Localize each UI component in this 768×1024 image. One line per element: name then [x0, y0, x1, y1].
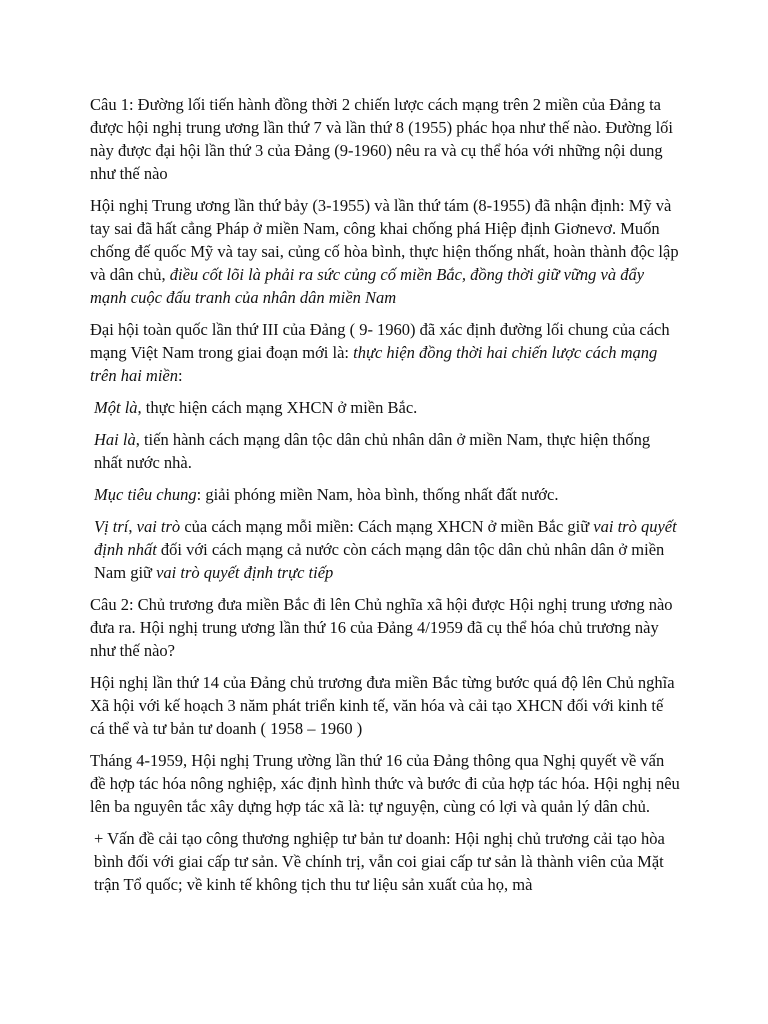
vi-tri-text-2: đối với cách mạng cả nước còn cách mạng dân tộc dân chủ nhân dân ở miền Nam giữ	[94, 540, 665, 582]
mot-la-label: Một là	[94, 398, 138, 417]
vi-tri-sep: ,	[128, 517, 137, 536]
question-2-text: Câu 2: Chủ trương đưa miền Bắc đi lên Chủ nghĩa xã hội được Hội nghị trung ương nào đưa ra. Hội nghị trung ương lần thứ 16 của Đảng 4/1959 đã cụ thể hóa chủ trương này như thế nào?	[90, 595, 673, 660]
q1-p2-text: Đại hội toàn quốc lần thứ III của Đảng ( 9- 1960) đã xác định đường lối chung của cách mạng Việt Nam trong giai đoạn mới là:	[90, 320, 670, 362]
q2-paragraph-2	[90, 749, 680, 818]
q1-p1-text: Hội nghị Trung ương lần thứ bảy (3-1955) và lần thứ tám (8-1955) đã nhận định: Mỹ và tay sai đã hất cẳng Pháp ở miền Nam, công khai chống phá Hiệp định Giơnevơ. Muốn chống đế quốc Mỹ và tay sai, củng cố hòa bình, thực hiện thống nhất, hoàn thành độc lập và dân chủ,	[90, 196, 679, 284]
q1-point-mot-la	[90, 396, 680, 419]
hai-la-text: , tiến hành cách mạng dân tộc dân chủ nhân dân ở miền Nam, thực hiện thống nhất nước nhà.	[94, 430, 651, 472]
q1-paragraph-1	[90, 194, 680, 309]
vai-tro-label: vai trò	[136, 517, 181, 536]
q2-paragraph-3	[90, 827, 680, 896]
document-page	[90, 93, 680, 905]
q1-point-muc-tieu	[90, 483, 680, 506]
vi-tri-text-1: của cách mạng mỗi miền: Cách mạng XHCN ở miền Bắc giữ	[180, 517, 594, 536]
mot-la-text: , thực hiện cách mạng XHCN ở miền Bắc.	[137, 398, 418, 417]
hai-la-label: Hai là	[94, 430, 136, 449]
q2-p1-text: Hội nghị lần thứ 14 của Đảng chủ trương đưa miền Bắc từng bước quá độ lên Chủ nghĩa Xã hội với kế hoạch 3 năm phát triển kinh tế, văn hóa và cải tạo XHCN đối với kinh tế cá thể và tư bản tư doanh ( 1958 – 1960 )	[90, 673, 675, 738]
q1-p2-end: :	[178, 366, 183, 385]
question-1-text: Câu 1: Đường lối tiến hành đồng thời 2 chiến lược cách mạng trên 2 miền của Đảng ta được hội nghị trung ương lần thứ 7 và lần thứ 8 (1955) phác họa như thế nào. Đường lối này được đại hội lần thứ 3 của Đảng (9-1960) nêu ra và cụ thể hóa với những nội dung như thế nào	[90, 95, 673, 183]
vi-tri-emphasis-1: vai trò quyết định nhất	[94, 517, 677, 559]
q1-point-hai-la	[90, 428, 680, 474]
question-2	[90, 593, 680, 662]
q1-point-vi-tri	[90, 515, 680, 584]
muc-tieu-label: Mục tiêu chung	[94, 485, 197, 504]
q1-p2-emphasis: thực hiện đồng thời hai chiến lược cách mạng trên hai miền	[90, 343, 658, 385]
question-1	[90, 93, 680, 185]
vi-tri-label: Vị trí	[94, 517, 129, 536]
muc-tieu-text: : giải phóng miền Nam, hòa bình, thống nhất đất nước.	[196, 485, 559, 504]
q2-p3-text: + Vấn đề cải tạo công thương nghiệp tư bản tư doanh: Hội nghị chủ trương cải tạo hòa bình đối với giai cấp tư sản. Về chính trị, vẫn coi giai cấp tư sản là thành viên của Mặt trận Tổ quốc; về kinh tế không tịch thu tư liệu sản xuất của họ, mà	[94, 829, 665, 894]
q1-p1-emphasis: điều cốt lõi là phải ra sức củng cố miền Bắc, đồng thời giữ vững và đẩy mạnh cuộc đấu tranh của nhân dân miền Nam	[90, 265, 645, 307]
q1-paragraph-2	[90, 318, 680, 387]
vi-tri-emphasis-2: vai trò quyết định trực tiếp	[156, 563, 334, 582]
q2-paragraph-1	[90, 671, 680, 740]
q2-p2-text: Tháng 4-1959, Hội nghị Trung ường lần thứ 16 của Đảng thông qua Nghị quyết về vấn đề hợp tác hóa nông nghiệp, xác định hình thức và bước đi của hợp tác hóa. Hội nghị nêu lên ba nguyên tắc xây dựng hợp tác xã là: tự nguyện, cùng có lợi và quản lý dân chủ.	[90, 751, 680, 816]
